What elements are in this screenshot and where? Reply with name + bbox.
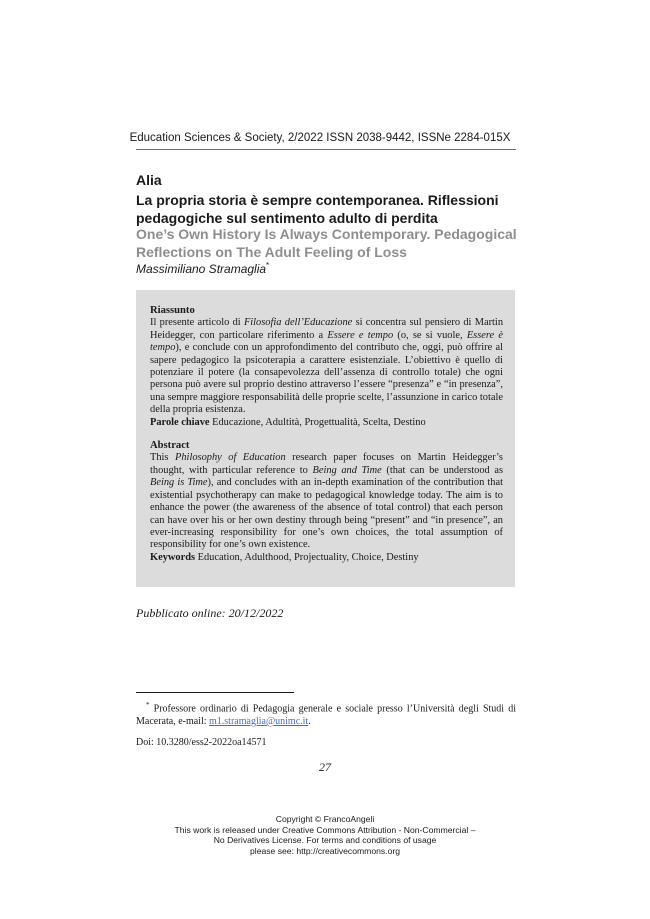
abstract-text-part: ), and concludes with an in-depth examination of the contribution that existential psychotherapy can make to pedagogical knowledge today. The aim is to enhance the power (the awareness of the absence of total control) that each person can have over his or her own destiny through being “present” and “in presence”, an ever-increasing responsibility for one’s own choices, the total assumption of responsibility for one’s own existence.	[150, 477, 503, 551]
riassunto-italic: Essere è tempo	[150, 329, 503, 354]
abstract-box	[136, 290, 515, 587]
abstract-text-part: This	[150, 452, 176, 464]
author-footnote-mark: *	[266, 261, 270, 270]
footnote-text: Professore ordinario di Pedagogia generale e sociale presso l’Università degli Studi di Macerata, e-mail:	[136, 703, 516, 727]
journal-header: Education Sciences & Society, 2/2022 ISSN 2038-9442, ISSNe 2284-015X	[129, 132, 511, 144]
abstract-keywords	[150, 552, 503, 564]
page-number: 27	[319, 760, 331, 774]
author-name	[136, 261, 269, 276]
keywords-list-it: Educazione, Adultità, Progettualità, Scelta, Destino	[209, 416, 426, 428]
keywords-label-it: Parole chiave	[150, 416, 210, 428]
keywords-label-en: Keywords	[150, 551, 196, 563]
title-italian: La propria storia è sempre contemporanea. Riflessioni pedagogiche sul sentimento adulto di perdita	[136, 192, 499, 226]
riassunto-italic: Filosofia dell’Educazione	[243, 317, 353, 329]
author-text: Massimiliano Stramaglia	[136, 262, 267, 276]
publication-date: Pubblicato online: 20/12/2022	[136, 606, 284, 620]
riassunto-text	[150, 317, 503, 416]
abstract-italic: Being and Time	[312, 464, 382, 476]
title-english: One’s Own History Is Always Contemporary. Pedagogical Reflections on The Adult Feeling of Loss	[136, 226, 517, 260]
riassunto-text-part: Il presente articolo di	[150, 317, 244, 329]
abstract-italic: Being is Time	[150, 477, 208, 489]
abstract-italic: Philosophy of Education	[175, 452, 286, 464]
riassunto-keywords	[150, 417, 503, 429]
copyright-line: Copyright © FrancoAngeli	[275, 814, 375, 824]
email-link[interactable]: m1.stramaglia@unimc.it	[209, 715, 309, 727]
footnote-mark: *	[146, 701, 150, 709]
abstract-text	[150, 452, 503, 551]
riassunto-heading: Riassunto	[150, 305, 195, 316]
riassunto-italic: Essere e tempo	[327, 329, 394, 341]
copyright-notice	[130, 814, 520, 856]
abstract-text-part: research paper focuses on Martin Heidegger’s thought, with particular reference to	[150, 452, 503, 476]
doi: Doi: 10.3280/ess2-2022oa14571	[136, 737, 267, 748]
section-label: Alia	[136, 172, 162, 188]
license-line: No Derivatives License. For terms and conditions of usage	[213, 835, 437, 845]
footnote-end: .	[308, 715, 311, 727]
abstract-heading: Abstract	[150, 440, 190, 452]
license-url-line: please see: http://creativecommons.org	[250, 845, 400, 856]
riassunto-text-part: (o, se si vuole,	[393, 329, 467, 341]
riassunto-text-part: ), e conclude con un approfondimento del contributo che, oggi, può offrire al sapere pedagogico la psicoterapia a carattere esistenziale. L’obiettivo è quello di potenziare il potere (la consapevolezza dell’assenza di controllo totale) che ogni persona può avere sul proprio destino attraverso l’essere “presenza” e “in presenza”, una sempre maggiore responsabilità delle proprie scelte, l’assunzione in carico totale della propria esistenza.	[150, 342, 503, 416]
license-line: This work is released under Creative Commons Attribution - Non-Commercial –	[174, 824, 476, 835]
abstract-text-part: (that can be understood as	[381, 464, 503, 476]
riassunto-text-part: si concentra sul pensiero di Martin Heidegger, con particolare riferimento a	[150, 317, 504, 341]
keywords-list-en: Education, Adulthood, Projectuality, Choice, Destiny	[195, 551, 419, 563]
footnote-rule	[136, 692, 294, 693]
author-footnote	[136, 699, 516, 728]
header-rule	[136, 149, 516, 150]
